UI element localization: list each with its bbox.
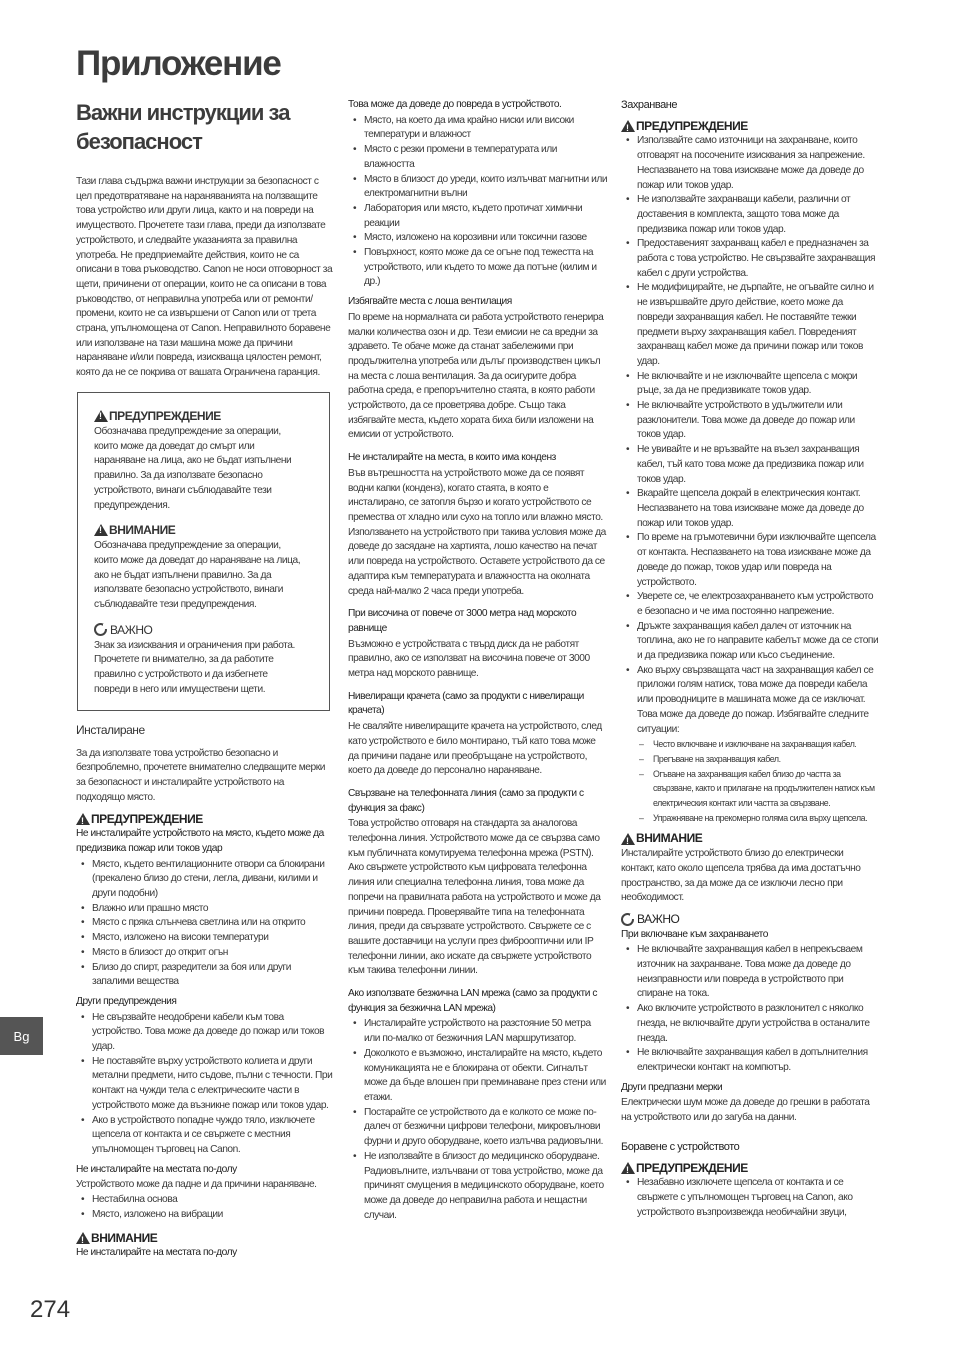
section-title: Важни инструкции за безопасност [76, 100, 290, 154]
list-item: • Не използвайте в близост до медицинско оборудване. Радиовълните, излъчвани от това устройство, може да причинят смущения в медицинското оборудване, което може да доведе до неправилна работа и нещастни случаи. [348, 1150, 608, 1224]
dash-list [621, 737, 879, 825]
list-item: • Ако в устройството попадне чуждо тяло, изключете щепсела от контакта и се свържете с местния упълномощен търговец на Canon. [76, 1114, 334, 1158]
warning-heading: ! ПРЕДУПРЕЖДЕНИЕ [76, 812, 334, 827]
warning-icon [94, 410, 108, 422]
column-3 [621, 98, 879, 1220]
list-item: • Място, на което да има крайно ниски или високи температури и влажност [348, 114, 608, 143]
warning-icon [76, 813, 90, 825]
column-2 [348, 98, 608, 1223]
paragraph: Електрически шум може да доведе до грешки в работата на устройството или до загуба на данни. [621, 1097, 870, 1124]
page-number: 274 [30, 1296, 71, 1323]
list-item: • Не включвайте и не изключвайте щепсела с мокри ръце, за да не предизвикате токов удар. [621, 370, 879, 399]
list-item: • Място, изложено на вибрации [76, 1208, 334, 1223]
caution-icon [621, 833, 635, 845]
subheading: Други предпазни мерки [621, 1081, 723, 1093]
list-item: • Не използвайте захранващи кабели, различни от доставения в комплекта, защото това може да предизвика пожар или токов удар. [621, 193, 879, 237]
warning-heading: ! ПРЕДУПРЕЖДЕНИЕ [621, 1161, 879, 1176]
legend-caution-title: ВНИМАНИЕ [109, 523, 176, 538]
list-item: • Инсталирайте устройството на разстояние 50 метра или по-малко от безжичния LAN маршрутизатор. [348, 1017, 608, 1046]
paragraph: Не сваляйте нивелиращите крачета на устройството, след като устройството е било монтирано, тъй като това може да причини падане или преобръщане на устройството, което да доведе до персонално нараняване. [348, 721, 602, 777]
list-item: • Място, изложено на високи температури [76, 931, 334, 946]
warning-icon [621, 120, 635, 132]
legend-caution-text: Обозначава предупреждение за операции, които може да доведат до нараняване на лица, ако не бъдат изпълнени правилно. За да използвате безопасно устройството, винаги съблюдавайте тези предупреждения. [94, 540, 301, 611]
caution-heading: ! ВНИМАНИЕ [76, 1231, 334, 1246]
list-item: • Ако върху свързващата част на захранващия кабел се приложи голям натиск, това може да повреди кабела или проводниците в машината може да се изключат. Това може да доведе до пожар. Избягвайте следните ситуации: [621, 664, 879, 738]
subheading: Не инсталирайте на местата по-долу [76, 1163, 237, 1175]
list-item: – Упражняване на прекомерно голяма сила върху щепсела. [621, 811, 879, 826]
subheading: Свързване на телефонната линия (само за продукти с функция за факс) [348, 787, 584, 814]
caution-icon [76, 1232, 90, 1244]
list-item: • Място, изложено на корозивни или токсични газове [348, 231, 608, 246]
list-item: • Ако включите устройството в разклонител с няколко гнезда, не включвайте други устройства в останалите гнезда. [621, 1002, 879, 1046]
list-item: • Място с пряка слънчева светлина или на открито [76, 916, 334, 931]
list-item: • Място, където вентилационните отвори са блокирани (прекалено близо до стени, легла, дивани, килими и други подобни) [76, 858, 334, 902]
list-item: • Влажно или прашно място [76, 902, 334, 917]
list-item: • Незабавно изключете щепсела от контакта и се свържете с упълномощен търговец на Canon, ако устройството възпроизвежда необичайни звуци, [621, 1176, 879, 1220]
language-tab: Bg [0, 1017, 43, 1055]
list-item: • Уверете се, че електрозахранването към устройството е безопасно и че има постоянно напрежение. [621, 590, 879, 619]
power-heading: Захранване [621, 99, 678, 111]
bullet-list [621, 134, 879, 737]
subheading: Нивелиращи крачета (само за продукти с нивелиращи крачета) [348, 690, 584, 717]
install-heading: Инсталиране [76, 723, 145, 737]
bullet-list [348, 114, 608, 290]
subheading: Не инсталирайте на местата по-долу [76, 1247, 237, 1259]
list-item: • Не включвайте захранващия кабел в допълнителния електрически контакт на компютър. [621, 1046, 879, 1075]
warning-icon [621, 1162, 635, 1174]
list-item: • Близо до спирт, разредители за боя или други запалими вещества [76, 961, 334, 990]
paragraph: Устройството може да падне и да причини нараняване. [76, 1179, 317, 1191]
bullet-list [621, 1176, 879, 1220]
list-item: • Дръжте захранващия кабел далеч от източник на топлина, ако не го направите кабелът може да се стопи и да предизвика пожар или късо съединение. [621, 620, 879, 664]
list-item: • Не свързвайте неодобрени кабели към това устройство. Това може да доведе до пожар или токов удар. [76, 1011, 334, 1055]
legend-caution-heading [94, 523, 329, 537]
important-icon [621, 913, 634, 926]
list-item: • Доколкото е възможно, инсталирайте на място, където комуникацията не е блокирана от обекти. Сигналът може да бъде влошен при преминаване през стени или етажи. [348, 1047, 608, 1106]
subheading: При включване към захранването [621, 928, 768, 940]
important-heading: ВАЖНО [621, 912, 879, 927]
bullet-list [348, 1017, 608, 1223]
list-item: • Повърхност, която може да се огъне под тежестта на устройството, или където то може да потъне (килим и др.) [348, 246, 608, 290]
bullet-list [76, 1193, 334, 1222]
subheading: Не инсталирайте на места, в които има конденз [348, 452, 556, 464]
intro-paragraph: Тази глава съдържа важни инструкции за безопасност с цел предотвратяване на нараняванията на ползващите това устройство или други лица, както и на повреди на имуществото. Прочетете тази глава, преди да използвате устройството, и следвайте указанията за правилна употреба. Не предприемайте действия, които не са описани в това ръководство. Canon не носи отговорност за щети, причинени от операции, които не са описани в това ръководство, от неправилна употреба или от ремонти/промени, които не са извършени от Canon или от трета страна, упълномощена от Canon. Неправилното боравене или използване на тази машина може да причини нараняване и/или повреда, изискваща цялостен ремонт, която да не се покрива от вашата Ограничена гаранция. [76, 176, 333, 379]
list-item: • Място в близост до уреди, които излъчват магнитни или електромагнитни вълни [348, 173, 608, 202]
install-text: За да използвате това устройство безопасно и безпроблемно, прочетете внимателно следващите мерки за безопасност и инсталирайте устройството на подходящо място. [76, 747, 325, 803]
caution-heading: ! ВНИМАНИЕ [621, 831, 879, 846]
subheading: При височина от повече от 3000 метра над морското равнище [348, 608, 577, 634]
handling-heading: Боравене с устройството [621, 1140, 740, 1153]
subheading: Ако използвате безжична LAN мрежа (само за продукти с функция за безжична LAN мрежа) [348, 988, 598, 1014]
legend-important-heading [94, 623, 329, 637]
list-item: – Прегъване на захранващия кабел. [621, 752, 879, 767]
paragraph: Възможно е устройствата с твърд диск да не работят правилно, ако се използват на височина повече от 3000 метра над морското равнище. [348, 638, 590, 680]
list-item: • Постарайте се устройството да е колкото се може по-далеч от безжични цифрови телефони, микровълнови фурни и друго оборудване, което излъчва радиовълни. [348, 1106, 608, 1150]
paragraph: По време на нормалната си работа устройството генерира малки количества озон и др. Тези емисии не са вредни за здравето. Те обаче може да станат забележими при продължителна употреба или дълъг производствен цикъл на места с лоша вентилация. За да осигурите добра работна среда, е препоръчително стаята, в която работи устройството, да се проветрява добре. Също така избягвайте места, където хората биха били изложени на емисии от устройството. [348, 311, 604, 441]
list-item: • Не модифицирайте, не дърпайте, не огъвайте силно и не извършвайте друго действие, което може да повреди захранващия кабел. Не поставяйте тежки предмети върху захранващия кабел. Повреденият захранващ кабел може да причини пожар или токов удар. [621, 281, 879, 369]
list-item: • Лаборатория или място, където протичат химични реакции [348, 202, 608, 231]
page-title: Приложение [76, 44, 281, 83]
paragraph: Инсталирайте устройството близо до електрически контакт, като около щепсела трябва да има достатъчно пространство, за да може да се изключи лесно при необходимост. [621, 848, 861, 904]
list-item: • Използвайте само източници на захранване, които отговарят на посочените изисквания за напрежение. Неспазването на това изискване може да доведе до пожар или токов удар. [621, 134, 879, 193]
subheading: Избягвайте места с лоша вентилация [348, 296, 512, 308]
warning-heading: ! ПРЕДУПРЕЖДЕНИЕ [621, 119, 879, 134]
subheading: Други предупреждения [76, 995, 177, 1007]
bullet-list [76, 858, 334, 990]
list-item: • Не включвайте устройството в удължители или разклонители. Това може да доведе до пожар или токов удар. [621, 399, 879, 443]
important-icon [94, 623, 107, 636]
list-item: • Вкарайте щепсела докрай в електрическия контакт. Неспазването на това изискване може да доведе до пожар или токов удар. [621, 487, 879, 531]
column-1 [76, 723, 334, 1262]
paragraph: Във вътрешността на устройството може да се появят водни капки (конденз), когато стаята, в която е инсталирано, се затопля бързо и когато устройството се премества от хладно или сухо на топло или влажно място. Използването на устройството при такива условия може да доведе до засядане на хартията, лошо качество на печат или повреда на устройството. Оставете устройството да се адаптира към температурата и влажността на околната среда най-малко 2 часа преди употреба. [348, 467, 606, 597]
legend-warning-title: ПРЕДУПРЕЖДЕНИЕ [109, 409, 221, 423]
legend-important-text: Знак за изисквания и ограничения при работа. Прочетете ги внимателно, за да работите правилно с устройството и да избегнете повреди в него или имуществени щети. [94, 639, 295, 695]
paragraph: Това устройство отговаря на стандарта за аналогова телефонна линия. Устройството може да се свързва само към публичната комутируема телефонна мрежа (PSTN). Ако свържете устройството към цифровата телефонна линия или специална телефонна линия, това може да попречи на правилната работа на устройството и може да причини повреда. Проверявайте типа на телефонната линия, преди да свързвате устройството. Свържете се с вашите доставчици на услуги през фиброоптични или IP телефонни линии, ако искате да свържете устройството към такива телефонни линии. [348, 818, 601, 977]
list-item: • Място с резки промени в температурата или влажността [348, 143, 608, 172]
subheading: Не инсталирайте устройството на място, където може да предизвика пожар или токов удар [76, 828, 324, 854]
subheading: Това може да доведе до повреда в устройството. [348, 99, 562, 110]
list-item: • Не включвайте захранващия кабел в непрекъсваем източник на захранване. Това може да доведе до неизправности или повреда в устройството при спиране на тока. [621, 943, 879, 1002]
legend-warning-heading [94, 409, 329, 423]
list-item: • По време на гръмотевични бури изключвайте щепсела от контакта. Неспазването на това изискване може да доведе до пожар, токов удар или повреда на устройството. [621, 531, 879, 590]
caution-icon [94, 524, 108, 536]
list-item: • Нестабилна основа [76, 1193, 334, 1208]
list-item: • Не увивайте и не връзвайте на възел захранващия кабел, тъй като това може да предизвика пожар или токов удар. [621, 443, 879, 487]
list-item: • Предоставеният захранващ кабел е предназначен за работа с това устройство. Не свързвайте захранващия кабел с други устройства. [621, 237, 879, 281]
legend-box [77, 392, 330, 711]
list-item: – Често включване и изключване на захранващия кабел. [621, 737, 879, 752]
legend-important-title: ВАЖНО [110, 622, 153, 637]
list-item: – Огъване на захранващия кабел близо до частта за свързване, както и прилагане на продължителен натиск към електрическия контакт или частта за свързване. [621, 767, 879, 811]
bullet-list [621, 943, 879, 1075]
bullet-list [76, 1011, 334, 1158]
legend-warning-text: Обозначава предупреждение за операции, които може да доведат до смърт или нараняване на лица, ако не бъдат изпълнени правилно. За да използвате безопасно устройството, винаги съблюдавайте тези предупреждения. [94, 426, 292, 511]
list-item: • Място в близост до открит огън [76, 946, 334, 961]
list-item: • Не поставяйте върху устройството колиета и други метални предмети, нито съдове, пълни с течности. При контакт на чужди тела с електрическите части в устройството може да възникне пожар или токов удар. [76, 1055, 334, 1114]
